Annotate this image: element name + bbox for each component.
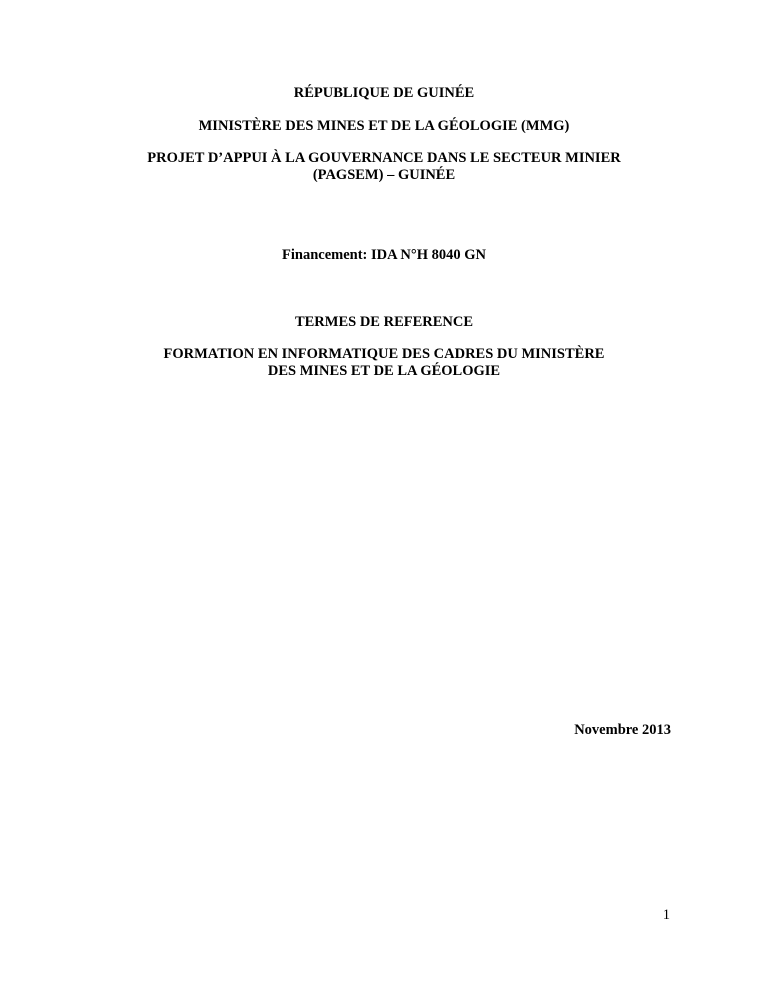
terms-heading: TERMES DE REFERENCE xyxy=(294,314,474,330)
project-heading-line-2: (PAGSEM) – GUINÉE xyxy=(312,167,456,183)
financing-line: Financement: IDA N°H 8040 GN xyxy=(282,247,486,263)
ministry-heading: MINISTÈRE DES MINES ET DE LA GÉOLOGIE (MMG) xyxy=(198,118,570,134)
subject-heading-line-2: DES MINES ET DE LA GÉOLOGIE xyxy=(267,363,501,379)
page-number: 1 xyxy=(662,907,670,923)
subject-heading-line-1: FORMATION EN INFORMATIQUE DES CADRES DU MINISTÈRE xyxy=(163,346,605,362)
document-date: Novembre 2013 xyxy=(574,722,671,738)
project-heading-line-1: PROJET D’APPUI À LA GOUVERNANCE DANS LE SECTEUR MINIER xyxy=(147,150,621,166)
country-heading: RÉPUBLIQUE DE GUINÉE xyxy=(293,85,475,101)
